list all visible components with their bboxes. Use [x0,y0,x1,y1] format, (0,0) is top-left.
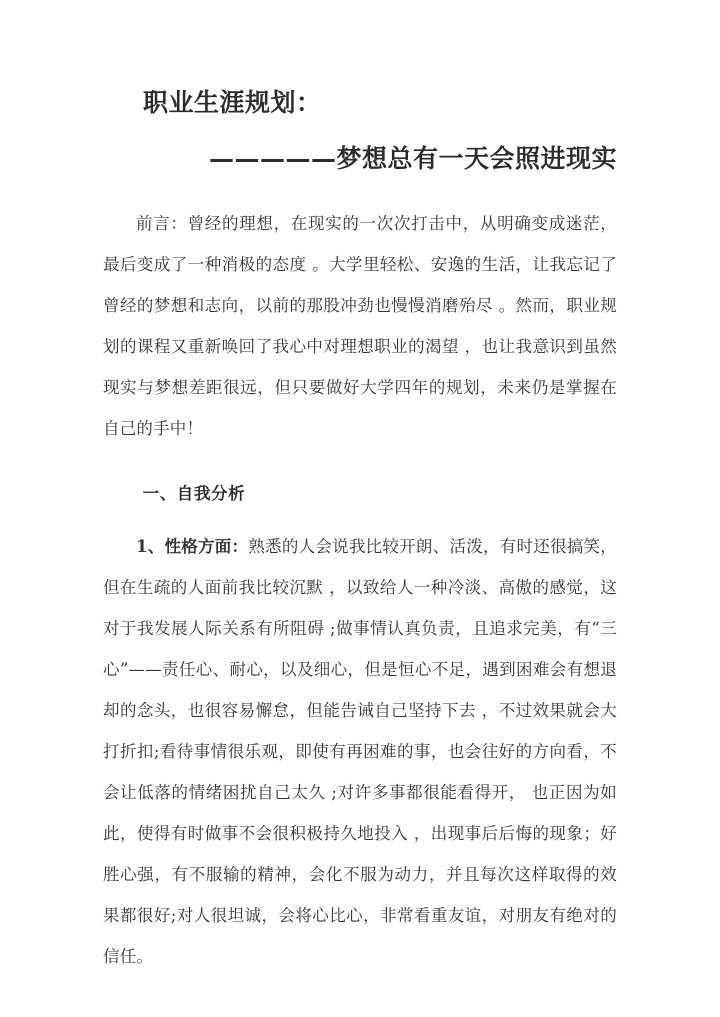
document-body [103,0,617,977]
intro-paragraph: 前言：曾经的理想，在现实的一次次打击中，从明确变成迷茫，最后变成了一种消极的态度 。大学里轻松、安逸的生活，让我忘记了曾经的梦想和志向，以前的那股冲劲也慢慢消磨殆尽 。然而，职业规划的课程又重新唤回了我心中对理想职业的渴望 ，也让我意识到虽然现实与梦想差距很远，但只要做好大学四年的规划，未来仍是掌握在自己的手中！ [103,214,617,438]
item-label-personality: 1、性格方面： [136,537,249,556]
section-heading-self-analysis: 一、自我分析 [142,484,246,503]
document-title: 职业生涯规划： [143,88,322,117]
item-paragraph-personality [103,514,617,977]
document-subtitle: —————梦想总有一天会照进现实 [208,144,617,173]
item-text-personality: 熟悉的人会说我比较开朗、活泼，有时还很搞笑，但在生疏的人面前我比较沉默 ，以致给人一种冷淡、高傲的感觉，这对于我发展人际关系有所阻碍 ;做事情认真负责，且追求完美，有“三心”——责任心、耐心，以及细心，但是恒心不足，遇到困难会有想退却的念头，也很容易懈怠，但能告诫自己坚持下去 ，不过效果就会大打折扣;看待事情很乐观，即使有再困难的事，也会往好的方向看，不会让低落的情绪困扰自己太久 ;对许多事都很能看得开， 也正因为如此，使得有时做事不会很积极持久地投入 ，出现事后后悔的现象；好胜心强，有不服输的精神，会化不服为动力，并且每次这样取得的效果都很好;对人很坦诚，会将心比心，非常看重友谊，对朋友有绝对的信任。 [103,537,617,966]
